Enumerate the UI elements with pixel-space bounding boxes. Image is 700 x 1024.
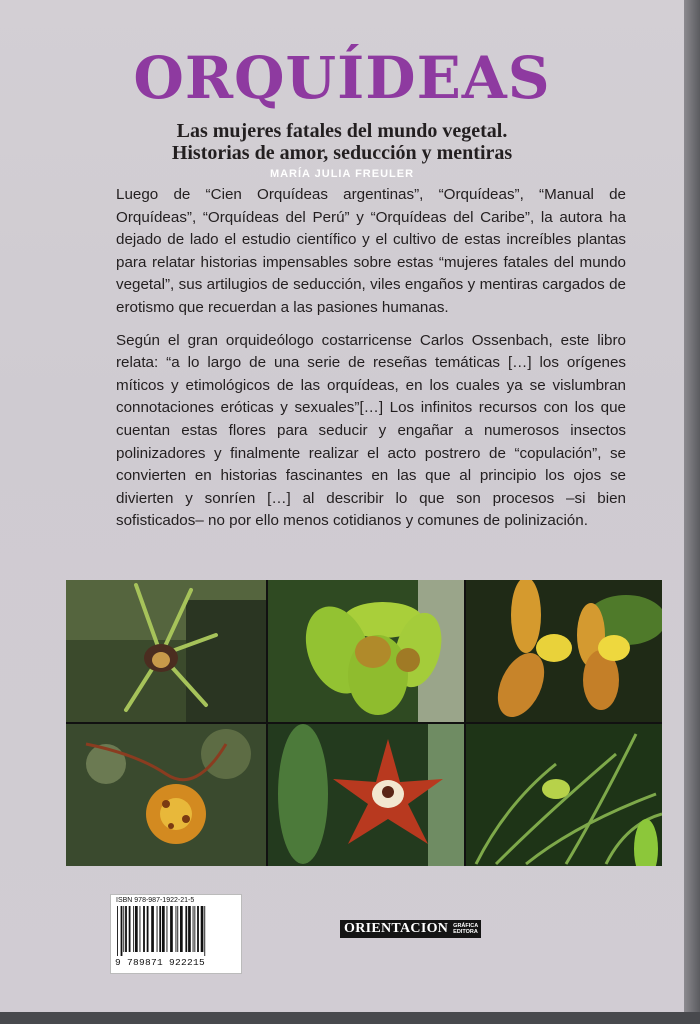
isbn-label: ISBN 978-987-1922-21-5 (116, 897, 195, 904)
barcode-bar (167, 906, 168, 952)
barcode-bar (162, 906, 165, 952)
barcode-bar (204, 906, 205, 956)
barcode-bar (125, 906, 127, 952)
barcode-bar (133, 906, 134, 952)
publisher-subtitle (452, 920, 481, 938)
subtitle-line-1: Las mujeres fatales del mundo vegetal. (176, 120, 508, 142)
barcode-bar (117, 906, 118, 956)
book-subtitle (0, 120, 684, 164)
orchid-photo-1 (66, 580, 266, 722)
barcode-bar (121, 906, 123, 956)
barcode-bar (129, 906, 131, 952)
orchid-photo-4 (66, 724, 266, 866)
barcode-bar (123, 906, 124, 952)
barcode-bar (140, 906, 141, 952)
blurb (116, 184, 626, 543)
barcode-bar (143, 906, 145, 952)
orchid-photo-3 (466, 580, 662, 722)
barcode-bar (193, 906, 194, 952)
barcode-bar (201, 906, 204, 952)
barcode-bar (147, 906, 149, 952)
bottom-edge-shadow (0, 1012, 700, 1024)
barcode-bar (170, 906, 173, 952)
barcode-bar (159, 906, 161, 952)
book-title: ORQUÍDEAS (133, 44, 551, 112)
orchid-photo-2 (268, 580, 464, 722)
barcode-bar (185, 906, 187, 952)
publisher-name: ORIENTACION (344, 921, 449, 936)
subtitle-line-2: Historias de amor, seducción y mentiras (171, 142, 513, 164)
publisher-sub-1: GRÁFICA (453, 923, 479, 929)
blurb-paragraph-1: Luego de “Cien Orquídeas argentinas”, “Orquídeas”, “Manual de Orquídeas”, “Orquídeas del Perú” y “Orquídeas del Caribe”, la autora ha dejado de lado el estudio científico y el cultivo de estas increíbles plantas para relatar historias impensables sobre estas “mujeres fatales del mundo vegetal”, sus artilugios de seducción, viles engaños y mentiras cargados de erotismo que recuerdan a las pasiones humanas. (116, 186, 626, 316)
barcode-bar (194, 906, 195, 952)
barcode-bar (157, 906, 158, 952)
orchid-photo-6 (466, 724, 662, 866)
orchid-photo-grid (66, 580, 662, 866)
barcode-bar (180, 906, 183, 952)
barcode-bar (151, 906, 154, 952)
barcode-bars (115, 906, 237, 956)
barcode-bar (188, 906, 191, 952)
publisher-logo (340, 920, 481, 938)
page-edge-shadow (684, 0, 700, 1024)
barcode-number: 9 789871 922215 (115, 957, 206, 968)
author-name: MARÍA JULIA FREULER (269, 168, 415, 180)
publisher-sub-2: EDITORA (453, 929, 478, 935)
barcode-bar (176, 906, 177, 952)
barcode-bar (135, 906, 138, 952)
isbn-barcode (110, 894, 242, 974)
barcode-bar (197, 906, 199, 952)
orchid-photo-5 (268, 724, 464, 866)
barcode-bar (177, 906, 178, 952)
blurb-paragraph-2: Según el gran orquideólogo costarricense Carlos Ossenbach, este libro relata: “a lo largo de una serie de reseñas temáticas […] los orígenes míticos y etimológicos de las orquídeas, en los cuales ya se vislumbran connotaciones eróticas y sexuales”[…] Los infinitos recursos con los que cuentan estas flores para seducir y engañar a numerosos insectos polinizadores y finalmente realizar el acto postrero de “copulación”, se convierten en historias fascinantes en las que al principio los ojos se divierten y sonríen […] al describir lo que son procesos –si bien sofisticados– no por ello menos cotidianos y comunes de polinización. (116, 331, 626, 530)
